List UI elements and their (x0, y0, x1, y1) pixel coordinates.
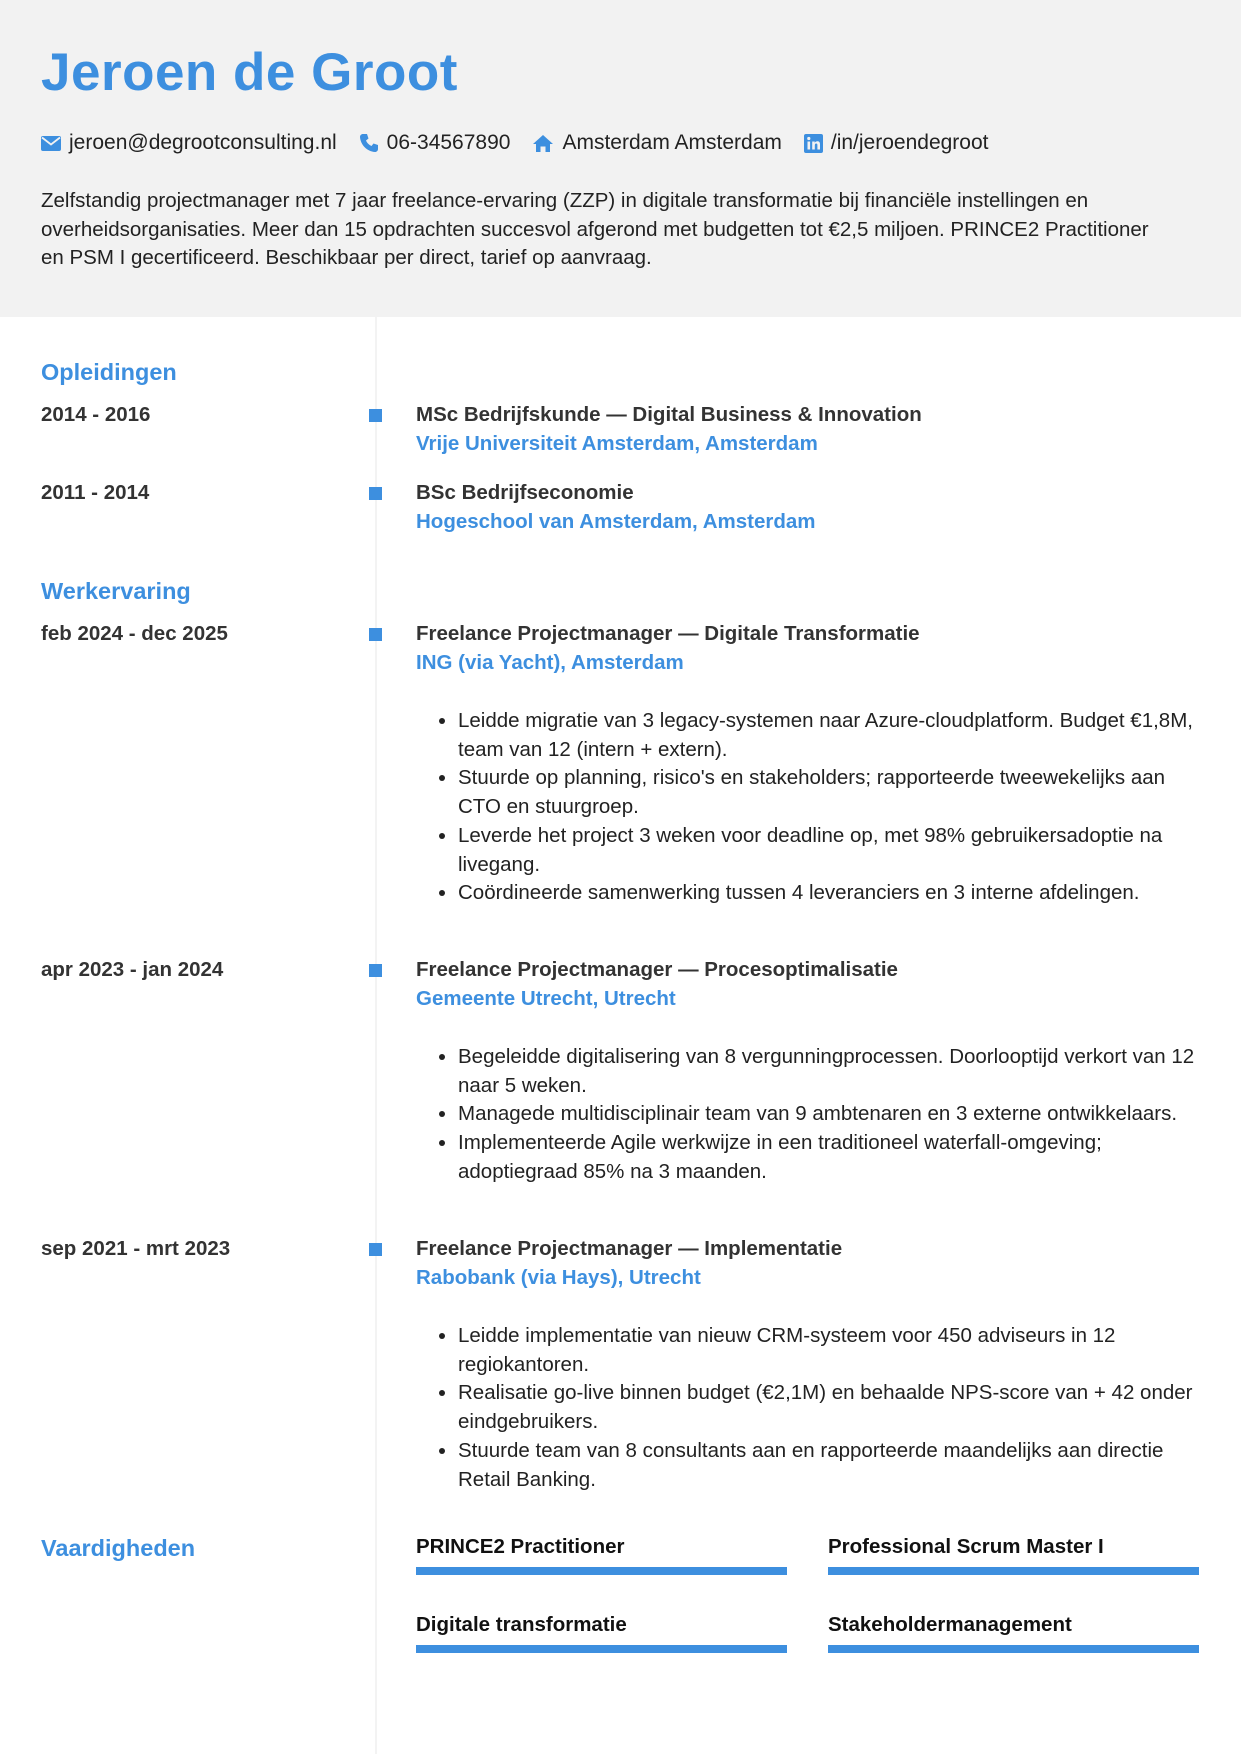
timeline-marker (369, 1243, 382, 1256)
email-text: jeroen@degrootconsulting.nl (69, 131, 337, 154)
skill-label: Stakeholdermanagement (828, 1613, 1072, 1636)
entry-company: Rabobank (via Hays), Utrecht (416, 1266, 701, 1289)
skill-bar (416, 1645, 787, 1653)
timeline-marker (369, 487, 382, 500)
phone-text: 06-34567890 (386, 131, 511, 154)
timeline-marker (369, 409, 382, 422)
list-item: • Begeleidde digitalisering van 8 vergunningprocessen. Doorlooptijd verkort van 12 naar 5 weken. (458, 1043, 1196, 1100)
entry-school: Hogeschool van Amsterdam, Amsterdam (416, 510, 816, 533)
entry-bullets (416, 1322, 1196, 1494)
list-item: • Implementeerde Agile werkwijze in een traditioneel waterfall-omgeving; adoptiegraad 85% na 3 maanden. (458, 1129, 1196, 1186)
entry-dates: 2014 - 2016 (41, 403, 151, 426)
entry-degree: MSc Bedrijfskunde — Digital Business & Innovation (416, 403, 922, 426)
contact-location (532, 131, 781, 155)
phone-icon (359, 133, 379, 153)
list-item: • Stuurde team van 8 consultants aan en rapporteerde maandelijks aan directie Retail Banking. (458, 1437, 1196, 1494)
envelope-icon (41, 136, 61, 151)
list-item: • Managede multidisciplinair team van 9 ambtenaren en 3 externe ontwikkelaars. (458, 1100, 1196, 1129)
skills-heading: Vaardigheden (41, 1535, 196, 1561)
entry-role: Freelance Projectmanager — Digitale Transformatie (416, 622, 920, 645)
linkedin-icon (804, 134, 823, 153)
experience-heading: Werkervaring (41, 578, 191, 604)
timeline-marker (369, 628, 382, 641)
entry-dates: apr 2023 - jan 2024 (41, 958, 224, 981)
contact-linkedin[interactable] (804, 131, 989, 155)
entry-role: Freelance Projectmanager — Procesoptimalisatie (416, 958, 898, 981)
skill-bar (416, 1567, 787, 1575)
timeline-divider (375, 317, 377, 1754)
entry-school: Vrije Universiteit Amsterdam, Amsterdam (416, 432, 818, 455)
list-item: • Coördineerde samenwerking tussen 4 leveranciers en 3 interne afdelingen. (458, 879, 1196, 908)
list-item: • Leidde migratie van 3 legacy-systemen naar Azure-cloudplatform. Budget €1,8M, team van 12 (intern + extern). (458, 707, 1196, 764)
entry-role: Freelance Projectmanager — Implementatie (416, 1237, 843, 1260)
contact-phone[interactable] (359, 131, 511, 155)
profile-summary: Zelfstandig projectmanager met 7 jaar freelance-ervaring (ZZP) in digitale transformatie bij financiële instellingen en overheidsorganisaties. Meer dan 15 opdrachten succesvol afgerond met budgetten tot €2,5 miljoen. PRINCE2 Practitioner en PSM I gecertificeerd. Beschikbaar per direct, tarief op aanvraag. (41, 189, 1149, 269)
entry-dates: feb 2024 - dec 2025 (41, 622, 228, 645)
contact-email[interactable] (41, 131, 337, 155)
home-icon (532, 134, 554, 153)
skill-item (416, 1535, 787, 1575)
skill-label: PRINCE2 Practitioner (416, 1535, 625, 1558)
list-item: • Leverde het project 3 weken voor deadline op, met 98% gebruikersadoptie na livegang. (458, 822, 1196, 879)
entry-degree: BSc Bedrijfseconomie (416, 481, 634, 504)
entry-company: ING (via Yacht), Amsterdam (416, 651, 684, 674)
entry-bullets (416, 1043, 1196, 1187)
skill-bar (828, 1645, 1199, 1653)
candidate-name: Jeroen de Groot (41, 43, 458, 102)
entry-dates: sep 2021 - mrt 2023 (41, 1237, 231, 1260)
skill-label: Digitale transformatie (416, 1613, 627, 1636)
entry-bullets (416, 707, 1196, 908)
linkedin-text: /in/jeroendegroot (830, 131, 989, 154)
timeline-marker (369, 964, 382, 977)
skill-item (828, 1535, 1199, 1575)
header (0, 0, 1241, 317)
entry-dates: 2011 - 2014 (41, 481, 150, 504)
skill-item (828, 1613, 1199, 1653)
skill-label: Professional Scrum Master I (828, 1535, 1104, 1558)
education-heading: Opleidingen (41, 359, 177, 385)
list-item: • Realisatie go-live binnen budget (€2,1M) en behaalde NPS-score van + 42 onder eindgebruikers. (458, 1379, 1196, 1436)
list-item: • Leidde implementatie van nieuw CRM-systeem voor 450 adviseurs in 12 regiokantoren. (458, 1322, 1196, 1379)
skill-item (416, 1613, 787, 1653)
skill-bar (828, 1567, 1199, 1575)
entry-company: Gemeente Utrecht, Utrecht (416, 987, 676, 1010)
contact-bar (41, 128, 1011, 158)
list-item: • Stuurde op planning, risico's en stakeholders; rapporteerde tweewekelijks aan CTO en stuurgroep. (458, 764, 1196, 821)
location-text: Amsterdam Amsterdam (562, 131, 782, 154)
